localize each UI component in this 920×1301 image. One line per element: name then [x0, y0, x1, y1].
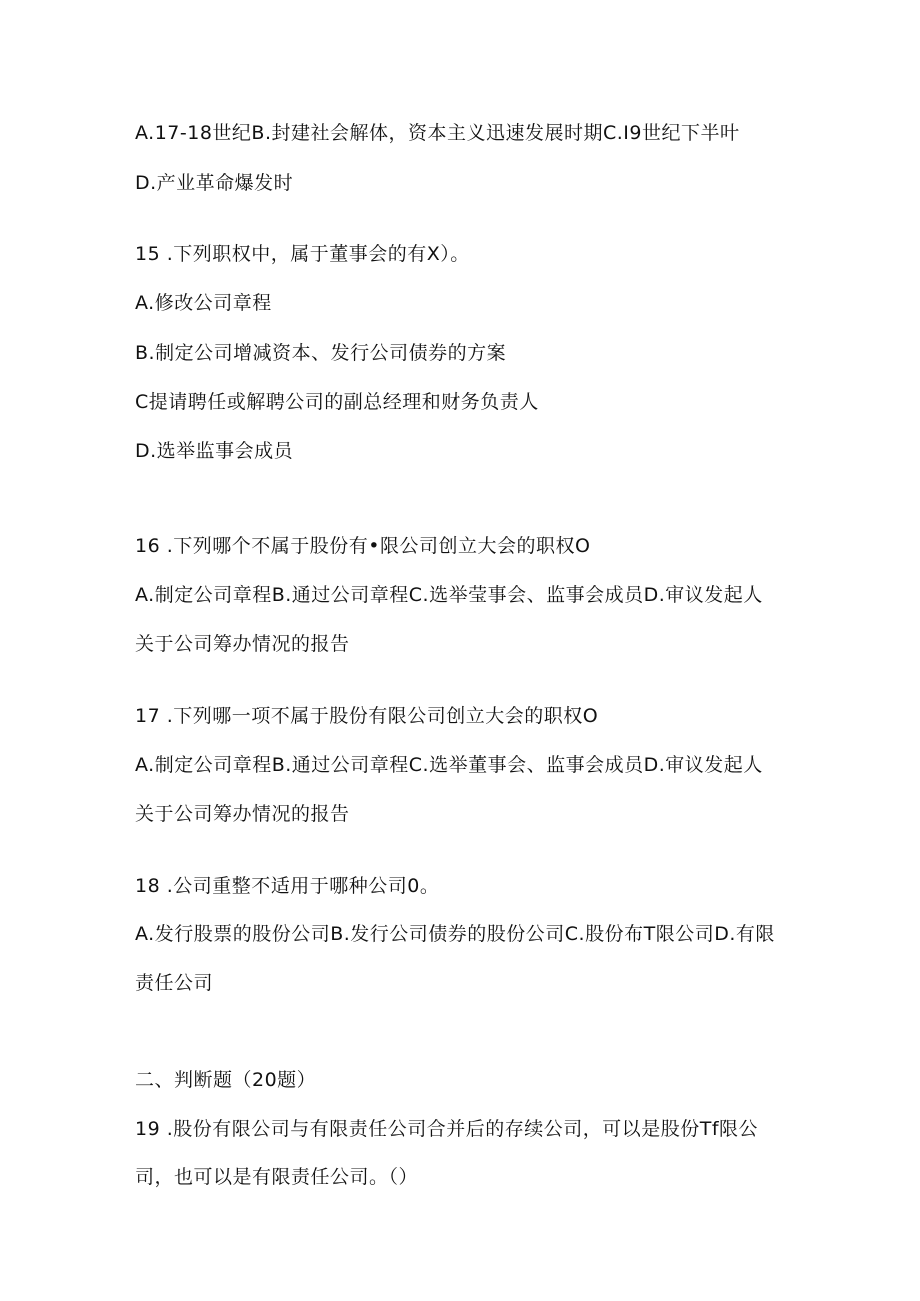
q15-question: 15 .下列职权中，属于董事会的有X）。	[135, 243, 470, 265]
q16-options-line-1: A.制定公司章程B.通过公司章程C.选举莹事会、监事会成员D.审议发起人	[135, 584, 763, 606]
q18-options-line-2: 责任公司	[135, 972, 214, 994]
q19-question-line-2: 司，也可以是有限责任公司。（）	[135, 1166, 419, 1188]
q18-options-line-1: A.发行股票的股份公司B.发行公司债券的股份公司C.股份布T限公司D.有限	[135, 923, 775, 945]
q15-option-c: C提请聘任或解聘公司的副总经理和财务负责人	[135, 391, 539, 413]
q14-options-line-2: D.产业革命爆发时	[135, 172, 294, 194]
q17-options-line-1: A.制定公司章程B.通过公司章程C.选举董事会、监事会成员D.审议发起人	[135, 754, 763, 776]
q15-option-b: B.制定公司增减资本、发行公司债券的方案	[135, 342, 507, 364]
q16-options-line-2: 关于公司筹办情况的报告	[135, 633, 350, 655]
q17-question: 17 .下列哪一项不属于股份有限公司创立大会的职权O	[135, 705, 599, 727]
q14-options-line-1: A.17-18世纪B.封建社会解体，资本主义迅速发展时期C.I9世纪下半叶	[135, 122, 740, 144]
q18-question: 18 .公司重整不适用于哪种公司0。	[135, 875, 440, 897]
q16-question: 16 .下列哪个不属于股份有•限公司创立大会的职权O	[135, 535, 591, 557]
section-heading-true-false: 二、判断题（20题）	[135, 1069, 317, 1091]
q15-option-a: A.修改公司章程	[135, 292, 272, 314]
q15-option-d: D.选举监事会成员	[135, 440, 294, 462]
q17-options-line-2: 关于公司筹办情况的报告	[135, 803, 350, 825]
q19-question-line-1: 19 .股份有限公司与有限责任公司合并后的存续公司，可以是股份Tf限公	[135, 1118, 759, 1140]
